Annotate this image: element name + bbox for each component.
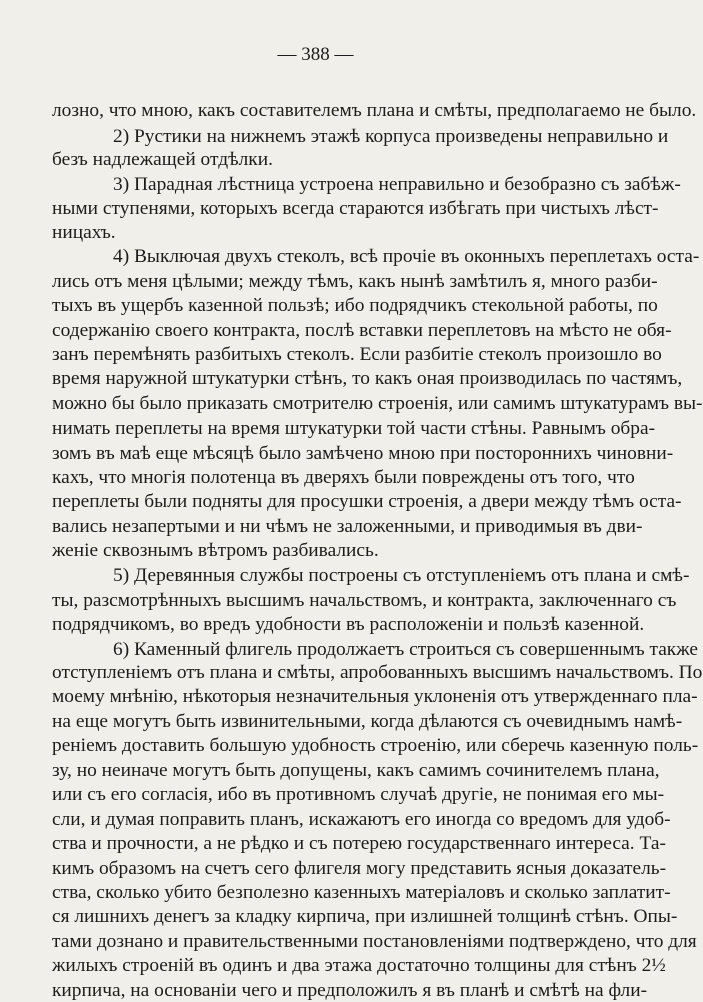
text-line: тыхъ въ ущербъ казенной пользѣ; ибо подрядчикъ стекольной работы, по — [52, 295, 658, 316]
text-line: время наружной штукатурки стѣнъ, то какъ оная производилась по частямъ, — [52, 368, 683, 389]
text-line: лозно, что мною, какъ составителемъ плана и смѣты, предполагаемо не было. — [52, 100, 697, 121]
text-line: или съ его согласія, ибо въ противномъ случаѣ другіе, не понимая его мы- — [52, 784, 665, 805]
text-line: 2) Рустики на нижнемъ этажѣ корпуса произведены неправильно и — [113, 126, 669, 147]
text-line: 3) Парадная лѣстница устроена неправильно и безобразно съ забѣж- — [113, 174, 681, 195]
text-line: реніемъ доставить большую удобность строенію, или сберечь казенную поль- — [52, 735, 699, 756]
text-line: на еще могутъ быть извинительными, когда дѣлаются съ очевиднымъ намѣ- — [52, 711, 683, 732]
text-line: ными ступенями, которыхъ всегда стараются избѣгать при чистыхъ лѣст- — [52, 198, 659, 219]
text-line: кахъ, что многія полотенца въ дверяхъ были повреждены отъ того, что — [52, 467, 635, 488]
text-line: 6) Каменный флигель продолжаетъ строиться съ совершеннымъ также — [113, 639, 698, 660]
text-line: женіе сквознымъ вѣтромъ разбивались. — [52, 540, 379, 561]
text-line: занъ перемѣнять разбитыхъ стеколъ. Если разбитіе стеколъ произошло во — [52, 344, 662, 365]
text-line: кирпича, на основаніи чего и предположилъ я въ планѣ и смѣтѣ на фли- — [52, 980, 648, 1001]
text-line: вались незапертыми и ни чѣмъ не заложенными, и приводимыя въ дви- — [52, 516, 643, 537]
text-line: ты, разсмотрѣнныхъ высшимъ начальствомъ, и контракта, заключеннаго съ — [52, 590, 677, 611]
text-line: переплеты были подняты для просушки строенія, а двери между тѣмъ оста- — [52, 491, 682, 512]
text-line: моему мнѣнію, нѣкоторыя незначительныя уклоненія отъ утвержденнаго пла- — [52, 686, 698, 707]
text-line: тами дознано и правительственными постановленіями подтверждено, что для — [52, 931, 697, 952]
text-line: зу, но неиначе могутъ быть допущены, какъ самимъ сочинителемъ плана, — [52, 760, 660, 781]
text-line: ницахъ. — [52, 222, 116, 243]
text-line: ства и прочности, а не рѣдко и съ потерею государственнаго интереса. Та- — [52, 833, 666, 854]
text-line: безъ надлежащей отдѣлки. — [52, 149, 273, 170]
text-line: отступленіемъ отъ плана и смѣты, апробованныхъ высшимъ начальствомъ. По — [52, 662, 703, 683]
text-line: нимать переплеты на время штукатурки той части стѣны. Равнымъ обра- — [52, 418, 656, 439]
text-line: лись отъ меня цѣлыми; между тѣмъ, какъ нынѣ замѣтилъ я, много разби- — [52, 271, 658, 292]
text-line: кимъ образомъ на счетъ сего флигеля могу представить ясныя доказатель- — [52, 858, 667, 879]
text-line: 5) Деревянныя службы построены съ отступленіемъ отъ плана и смѣ- — [113, 565, 690, 586]
text-line: зомъ въ маѣ еще мѣсяцѣ было замѣчено мною при постороннихъ чиновни- — [52, 443, 674, 464]
text-line: сли, и думая поправить планъ, искажаютъ его иногда со вредомъ для удоб- — [52, 809, 671, 830]
text-line: ся лишнихъ денегъ за кладку кирпича, при излишней толщинѣ стѣнъ. Опы- — [52, 906, 678, 927]
text-line: можно бы было приказать смотрителю строенія, или самимъ штукатурамъ вы- — [52, 393, 703, 414]
text-line: 4) Выключая двухъ стеколъ, всѣ прочіе въ оконныхъ переплетахъ оста- — [113, 246, 700, 267]
page-number: — 388 — — [277, 44, 354, 65]
text-line: содержанію своего контракта, послѣ вставки переплетовъ на мѣсто не обя- — [52, 320, 672, 341]
text-line: подрядчикомъ, во вредъ удобности въ расположеніи и пользѣ казенной. — [52, 614, 645, 635]
text-line: ства, сколько убито безполезно казенныхъ матеріаловъ и сколько заплатит- — [52, 882, 671, 903]
text-line: жилыхъ строеній въ одинъ и два этажа достаточно толщины для стѣнъ 2½ — [52, 955, 666, 976]
